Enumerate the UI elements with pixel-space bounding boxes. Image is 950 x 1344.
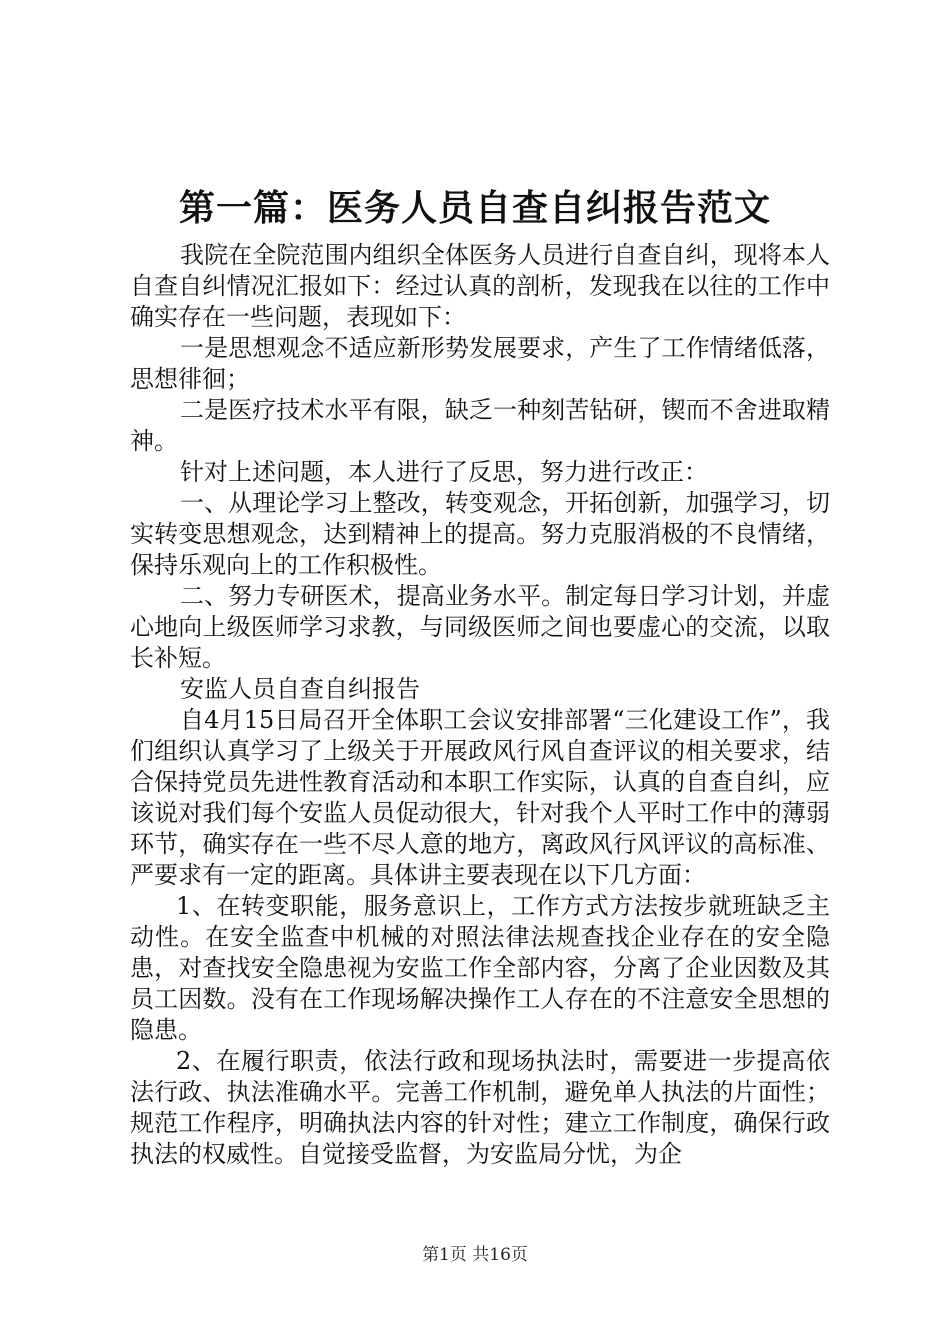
paragraph-safety-point-1: 1、在转变职能，服务意识上，工作方式方法按步就班缺乏主动性。在安全监查中机械的对照法律法规查找企业存在的安全隐患，对查找安全隐患视为安监工作全部内容，分离了企业因数及其员工因数。没有在工作现场解决操作工人存在的不注意安全思想的隐患。 bbox=[130, 892, 830, 1044]
paragraph-safety-intro: 自4月15日局召开全体职工会议安排部署“三化建设工作”，我们组织认真学习了上级关于开展政风行风自查评议的相关要求，结合保持党员先进性教育活动和本职工作实际，认真的自查自纠，应该说对我们每个安监人员促动很大，针对我个人平时工作中的薄弱环节，确实存在一些不尽人意的地方，离政风行风评议的高标准、严要求有一定的距离。具体讲主要表现在以下几方面： bbox=[130, 706, 830, 889]
paragraph-problem-1: 一是思想观念不适应新形势发展要求，产生了工作情绪低落，思想徘徊； bbox=[130, 334, 830, 393]
paragraph-problem-2: 二是医疗技术水平有限，缺乏一种刻苦钻研，锲而不舍进取精神。 bbox=[130, 396, 830, 455]
paragraph-fix-1: 一、从理论学习上整改，转变观念，开拓创新，加强学习，切实转变思想观念，达到精神上的提高。努力克服消极的不良情绪，保持乐观向上的工作积极性。 bbox=[130, 489, 830, 579]
document-title: 第一篇：医务人员自查自纠报告范文 bbox=[178, 187, 771, 229]
page-number-footer: 第1页 共16页 bbox=[422, 1245, 528, 1265]
paragraph-intro: 我院在全院范围内组织全体医务人员进行自查自纠，现将本人自查自纠情况汇报如下：经过认真的剖析，发现我在以往的工作中确实存在一些问题，表现如下： bbox=[130, 241, 830, 331]
paragraph-reflection: 针对上述问题，本人进行了反思，努力进行改正： bbox=[180, 458, 708, 486]
section-heading: 安监人员自查自纠报告 bbox=[180, 675, 420, 703]
paragraph-safety-point-2: 2、在履行职责，依法行政和现场执法时，需要进一步提高依法行政、执法准确水平。完善工作机制，避免单人执法的片面性；规范工作程序，明确执法内容的针对性；建立工作制度，确保行政执法的权威性。自觉接受监督，为安监局分忧，为企 bbox=[130, 1047, 830, 1168]
paragraph-fix-2: 二、努力专研医术，提高业务水平。制定每日学习计划，并虚心地向上级医师学习求教，与同级医师之间也要虚心的交流，以取长补短。 bbox=[130, 582, 830, 672]
document-body bbox=[130, 240, 830, 1170]
